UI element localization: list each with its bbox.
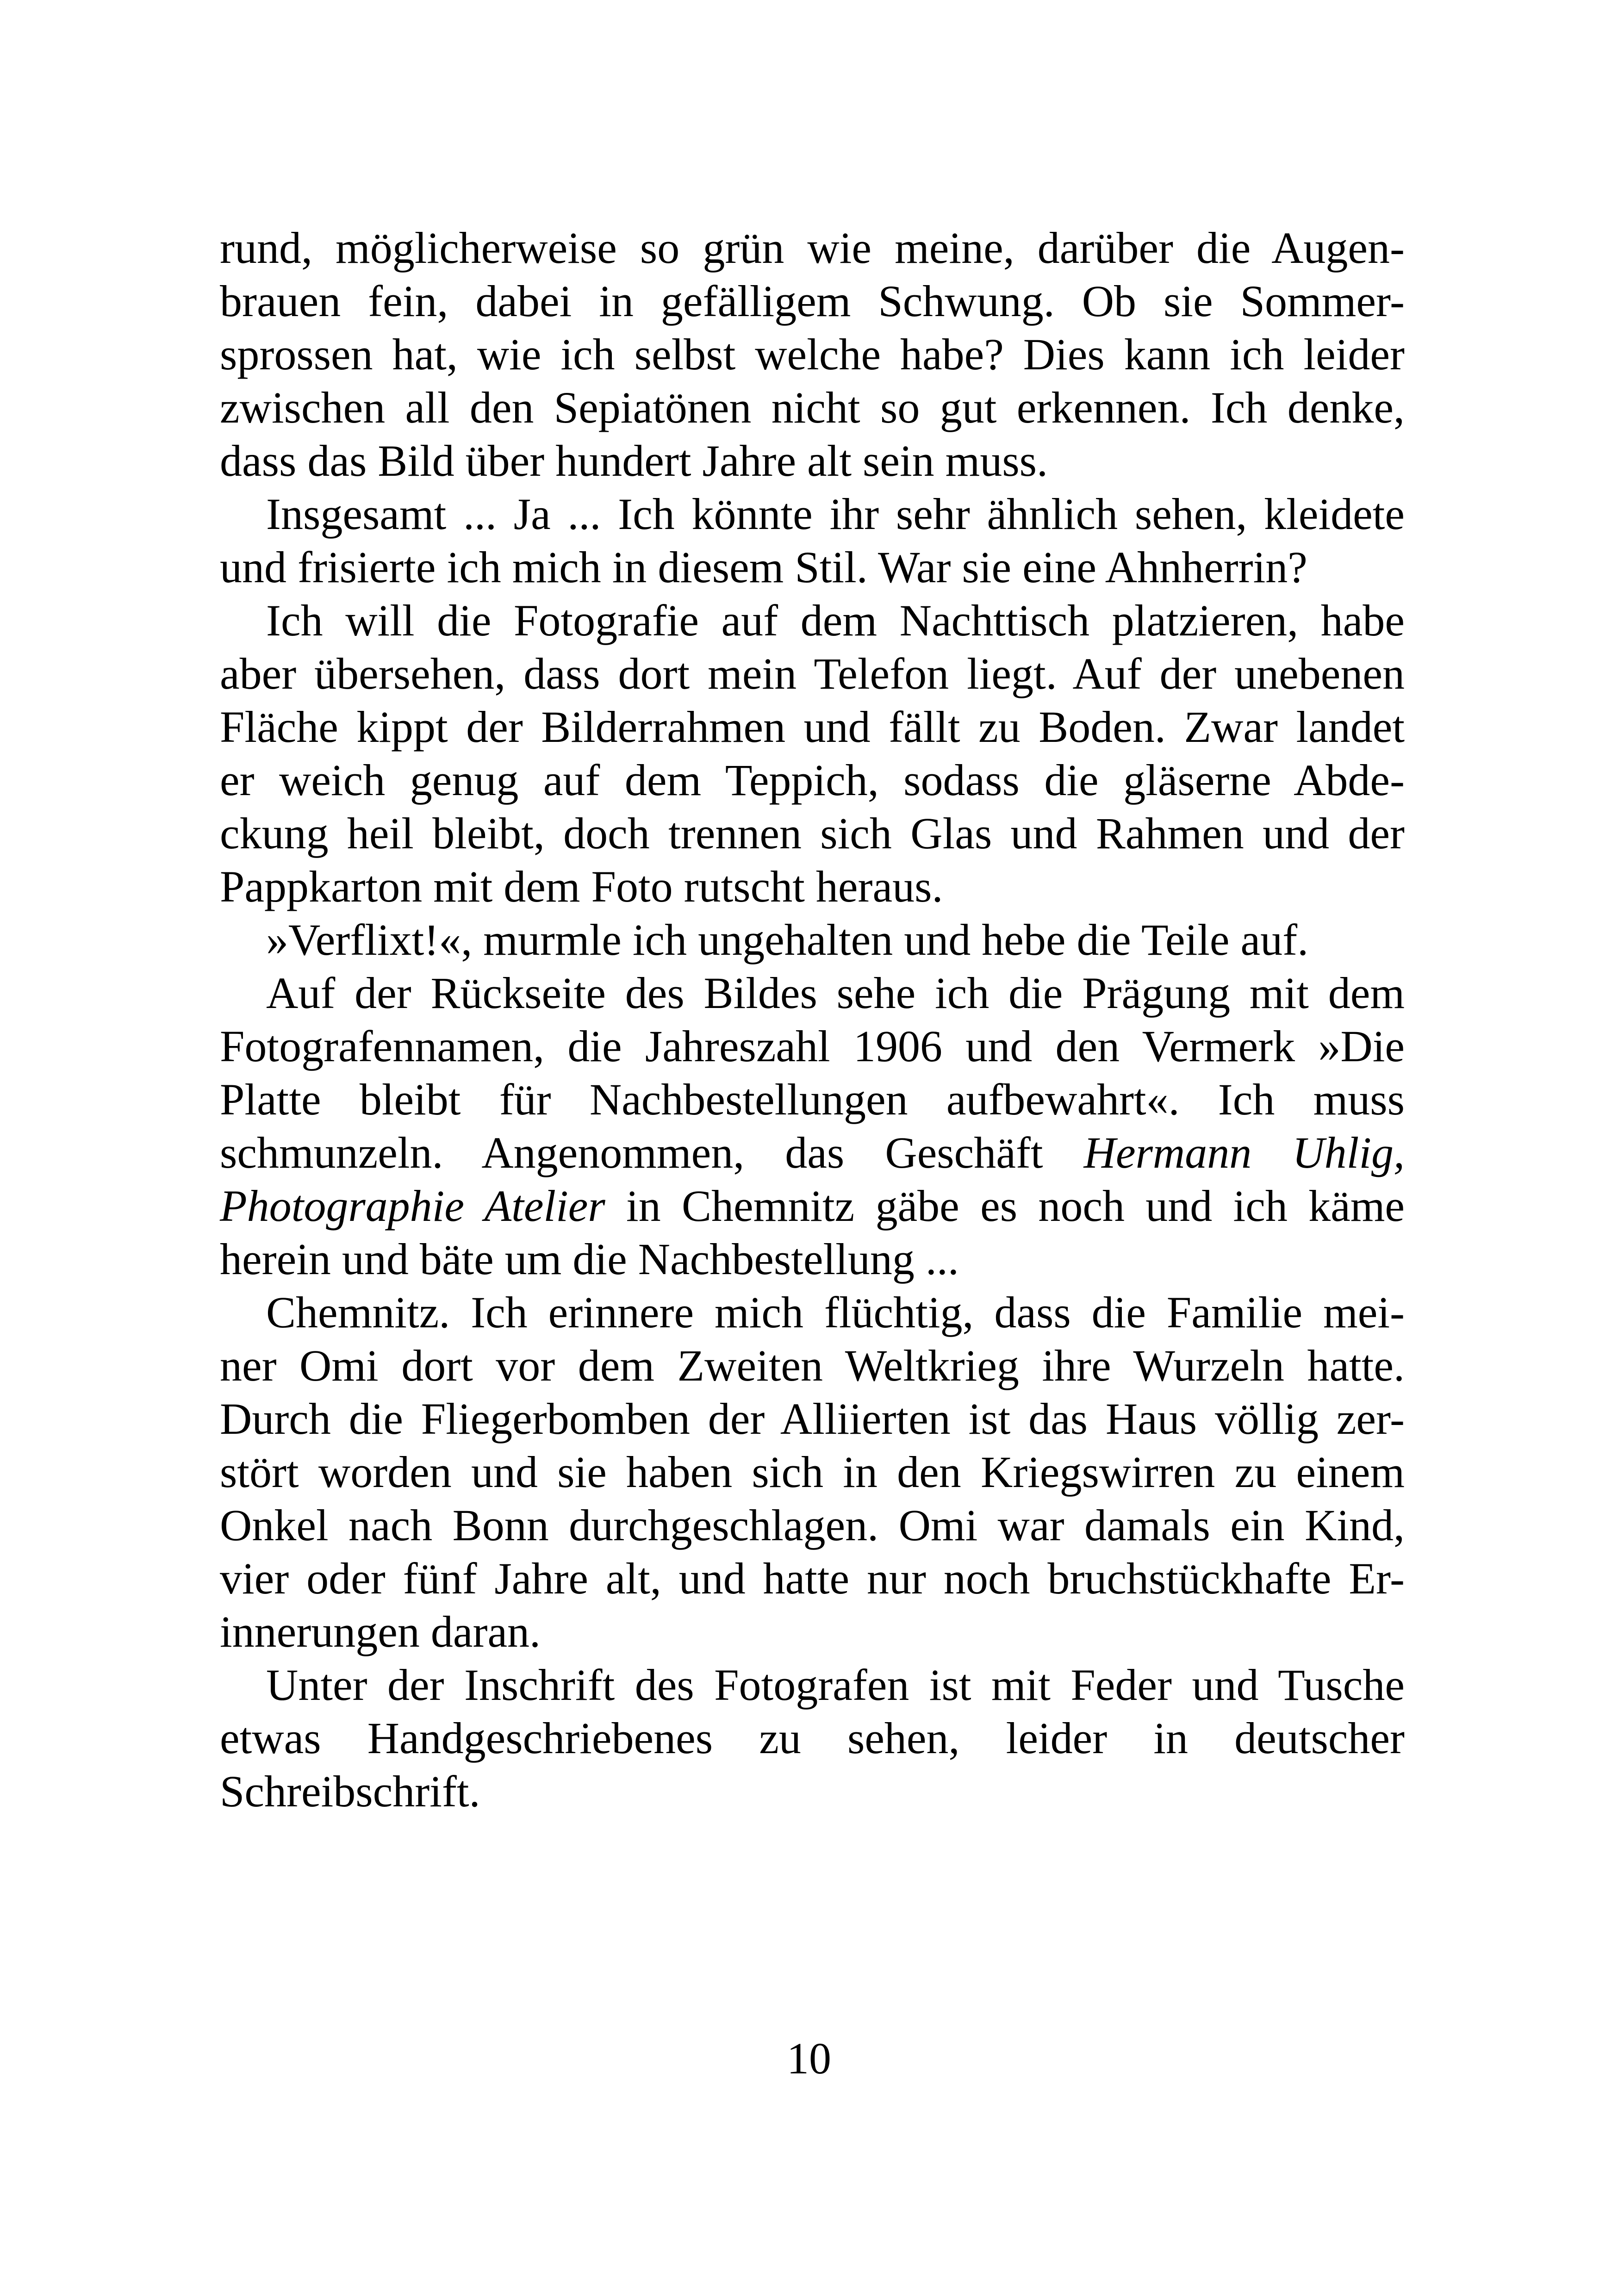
text-line: Unter der Inschrift des Fotografen ist mit Feder und Tusche [266,1660,1405,1710]
text-line: zwischen all den Sepiatönen nicht so gut erkennen. Ich denke, [220,383,1405,432]
text-line [220,1179,1405,1232]
text-line: Ich will die Fotografie auf dem Nachttisch platzieren, habe [266,596,1405,645]
text-line: Fotografennamen, die Jahreszahl 1906 und den Vermerk »Die [220,1021,1405,1071]
text-line: stört worden und sie haben sich in den Kriegswirren zu einem [220,1447,1405,1497]
text-line: Onkel nach Bonn durchgeschlagen. Omi war damals ein Kind, [220,1500,1405,1550]
text-line: er weich genug auf dem Teppich, sodass die gläserne Abde- [220,755,1405,805]
text-line: aber übersehen, dass dort mein Telefon liegt. Auf der unebenen [220,649,1405,698]
text-line: dass das Bild über hundert Jahre alt sein muss. [220,436,1048,485]
text-line: Schreibschrift. [220,1767,480,1816]
text-line: innerungen daran. [220,1607,541,1656]
text-line: Durch die Fliegerbomben der Alliierten ist das Haus völlig zer- [220,1394,1405,1444]
text-line: ner Omi dort vor dem Zweiten Weltkrieg ihre Wurzeln hatte. [220,1341,1405,1390]
text-line: Fläche kippt der Bilderrahmen und fällt zu Boden. Zwar landet [220,702,1405,752]
text-line: rund, möglicherweise so grün wie meine, darüber die Augen- [220,223,1405,273]
text-line: Pappkarton mit dem Foto rutscht heraus. [220,862,943,911]
text-line: herein und bäte um die Nachbestellung ... [220,1234,959,1284]
text-line: etwas Handgeschriebenes zu sehen, leider in deutscher [220,1713,1405,1763]
text-line: »Verflixt!«, murmle ich ungehalten und hebe die Teile auf. [266,915,1309,964]
studio-name-italic: Photographie Atelier [220,1181,605,1231]
text-line [220,1126,1405,1179]
text-line: brauen fein, dabei in gefälligem Schwung. Ob sie Sommer- [220,276,1405,326]
text-line: Platte bleibt für Nachbestellungen aufbewahrt«. Ich muss [220,1075,1405,1124]
text-line: sprossen hat, wie ich selbst welche habe? Dies kann ich leider [220,330,1405,379]
text-line: Auf der Rückseite des Bildes sehe ich die Prägung mit dem [266,968,1405,1018]
page-number: 10 [787,2034,831,2083]
text-fragment: in Chemnitz gäbe es noch und ich käme [605,1181,1405,1231]
text-fragment: schmunzeln. Angenommen, das Geschäft [220,1128,1084,1177]
text-line: ckung heil bleibt, doch trennen sich Glas und Rahmen und der [220,809,1405,858]
book-page-text [220,221,1405,1818]
studio-name-italic: Hermann Uhlig, [1083,1128,1405,1177]
text-line: Chemnitz. Ich erinnere mich flüchtig, dass die Familie mei- [266,1288,1405,1337]
text-line: vier oder fünf Jahre alt, und hatte nur noch bruchstückhafte Er- [220,1554,1405,1603]
text-line: Insgesamt ... Ja ... Ich könnte ihr sehr ähnlich sehen, kleidete [266,489,1405,539]
text-line: und frisierte ich mich in diesem Stil. War sie eine Ahnherrin? [220,542,1307,592]
